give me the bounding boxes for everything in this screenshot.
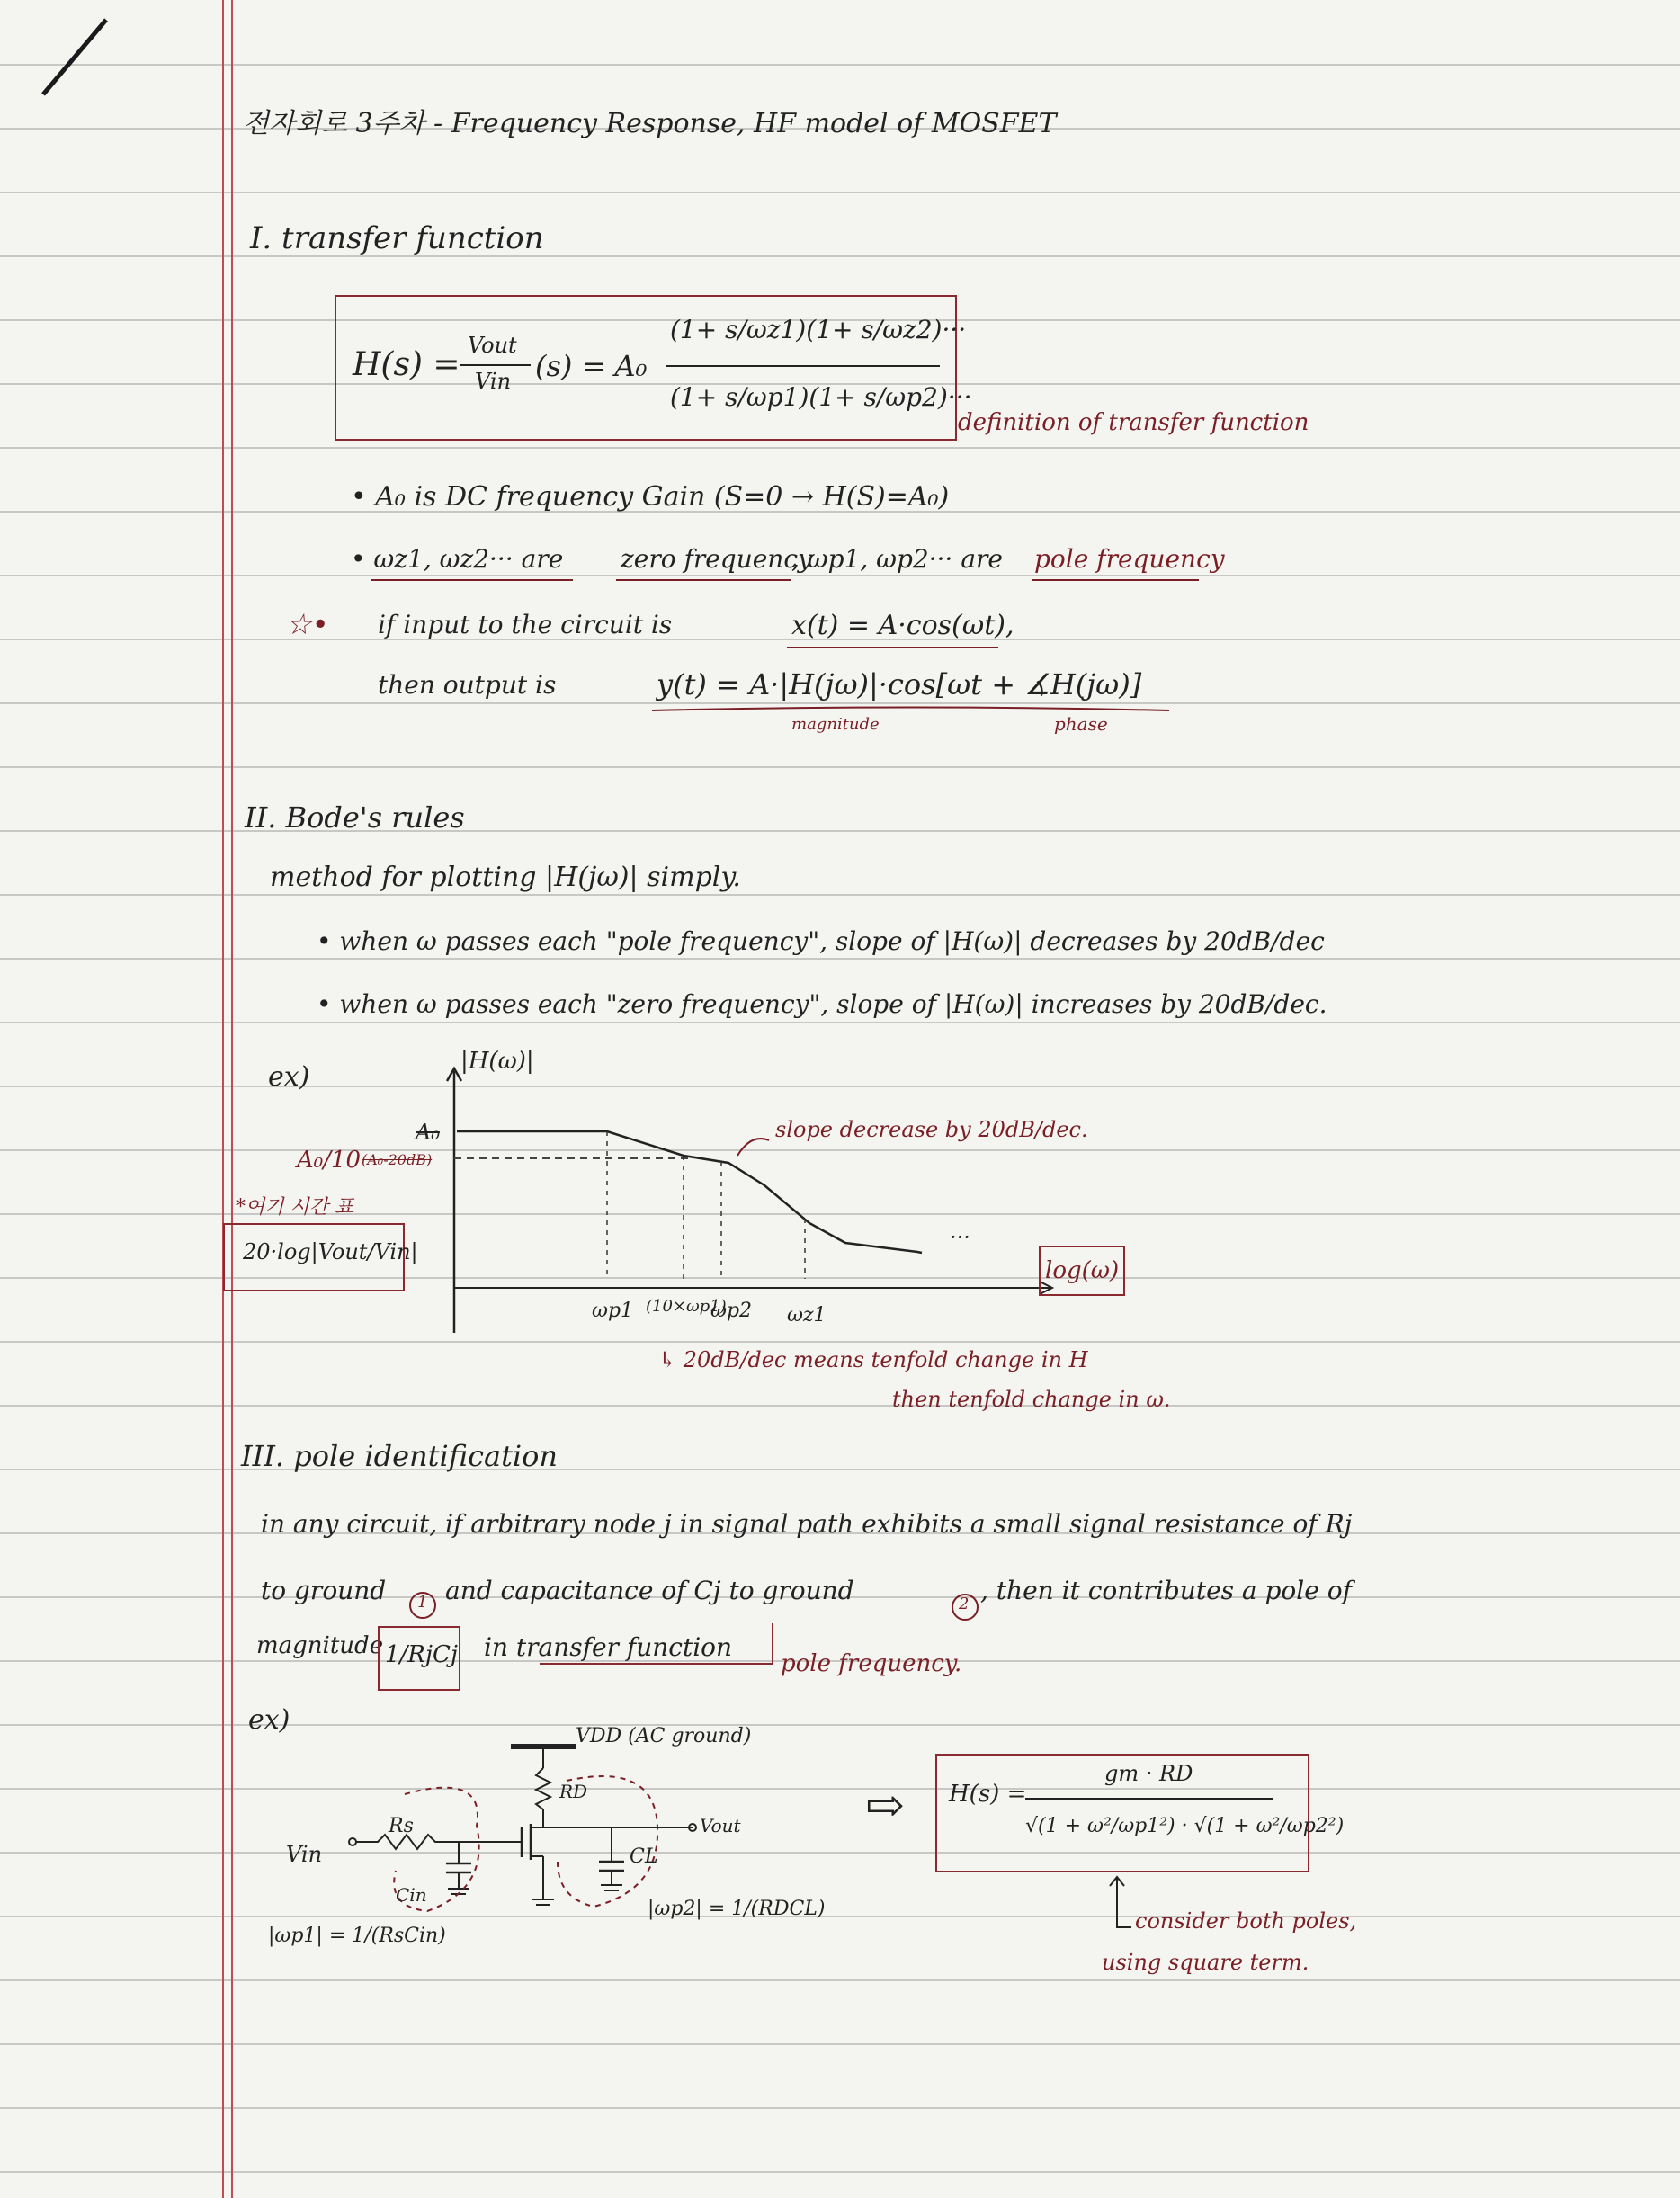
result-note-arrow	[1106, 1875, 1133, 1938]
pole-id-line2-c: , then it contributes a pole of	[980, 1576, 1352, 1605]
corner-slash	[43, 20, 106, 94]
bode-intro: method for plotting |H(jω)| simply.	[270, 862, 741, 893]
star-mark: ☆•	[286, 607, 329, 641]
page-title: 전자회로 3주차 - Frequency Response, HF model of MOSFET	[243, 108, 1057, 139]
bode-a0-strike: (A₀-20dB)	[362, 1151, 433, 1168]
circle-2-text: 2	[959, 1595, 970, 1613]
label-magnitude: magnitude	[791, 715, 880, 734]
pole-id-line1: in any circuit, if arbitrary node j in signal path exhibits a small signal resistance of Rj	[261, 1509, 1353, 1539]
bode-y-label: |H(ω)|	[460, 1048, 534, 1075]
bullet-zero-pole-a: • ωz1, ωz2··· are	[351, 544, 564, 574]
section2-heading: II. Bode's rules	[245, 800, 465, 835]
circuit-wp2: |ωp2| = 1/(RDCL)	[648, 1898, 826, 1920]
bode-dots: ···	[950, 1225, 970, 1250]
bode-x-label: log(ω)	[1045, 1257, 1120, 1284]
circuit-vin: Vin	[286, 1842, 323, 1867]
tf-main-bar	[666, 364, 944, 368]
tf-mid: (s) = A₀	[535, 349, 648, 383]
tf-note: definition of transfer function	[958, 409, 1309, 436]
tf-frac-den: Vin	[475, 369, 512, 394]
bode-rule-zero: • when ω passes each "zero frequency", slope of |H(ω)| increases by 20dB/dec.	[317, 989, 1327, 1019]
underline-zero-a	[371, 577, 577, 583]
label-phase: phase	[1054, 713, 1108, 735]
tf-frac-bar	[460, 363, 532, 367]
bode-explain-1: ↳ 20dB/dec means tenfold change in H	[658, 1347, 1088, 1372]
circuit-wp1: |ωp1| = 1/(RsCin)	[268, 1925, 446, 1947]
bullet-input-a: if input to the circuit is	[378, 610, 673, 639]
section1-heading: I. transfer function	[250, 220, 544, 256]
tf-frac-num: Vout	[468, 333, 517, 358]
bode-tick-wz1: ωz1	[787, 1304, 827, 1327]
bode-response-curve	[457, 1131, 922, 1253]
result-lhs: H(s) =	[949, 1781, 1027, 1808]
bode-korean-note: *여기 시간 표	[236, 1196, 354, 1219]
bode-tick-10wp1: (10×ωp1)	[646, 1297, 727, 1316]
underline-pole	[1032, 577, 1203, 583]
circuit-rs: Rs	[389, 1815, 414, 1837]
bullet-input-b: x(t) = A·cos(ωt),	[791, 610, 1014, 641]
bullet-dc-gain: • A₀ is DC frequency Gain (S=0 → H(S)=A₀)	[351, 481, 950, 513]
pole-id-line3-a: magnitude	[256, 1632, 384, 1659]
underline-zero-b	[616, 577, 796, 583]
circuit-vdd: VDD (AC ground)	[576, 1725, 752, 1747]
pole-id-line3-b: in transfer function	[484, 1632, 733, 1662]
rd-resistor	[536, 1768, 550, 1809]
circuit-cl: CL	[630, 1845, 658, 1868]
pole-id-line2-a: to ground	[261, 1576, 387, 1605]
vin-terminal	[349, 1838, 356, 1845]
bullet-output-b: y(t) = A·|H(jω)|·cos[ωt + ∡H(jω)]	[657, 667, 1142, 701]
bode-rule-pole: • when ω passes each "pole frequency", slope of |H(ω)| decreases by 20dB/dec	[317, 926, 1325, 956]
bullet-pole-a: , ωp1, ωp2··· are	[791, 544, 1003, 574]
circuit-cin: Cin	[396, 1884, 427, 1906]
result-note-1: consider both poles,	[1135, 1908, 1357, 1934]
result-denominator: √(1 + ω²/ωp1²) · √(1 + ω²/ωp2²)	[1025, 1815, 1345, 1837]
result-frac-bar	[1025, 1797, 1277, 1800]
bode-tick-wp2: ωp2	[710, 1300, 753, 1322]
bullet-zero-label: zero frequency	[621, 544, 812, 574]
cs-amplifier-circuit	[270, 1727, 953, 1943]
pole-ex-label: ex)	[248, 1704, 290, 1736]
underline-input	[787, 645, 1003, 650]
bullet-pole-label: pole frequency	[1034, 544, 1225, 574]
tf-label-box	[540, 1623, 773, 1665]
bode-slope-note: slope decrease by 20dB/dec.	[775, 1117, 1088, 1142]
result-numerator: gm · RD	[1104, 1761, 1193, 1786]
bullet-output-a: then output is	[378, 670, 557, 700]
tf-numerator: (1+ s/ωz1)(1+ s/ωz2)···	[670, 315, 967, 344]
bode-a010-label: A₀/10	[297, 1147, 362, 1174]
result-arrow: ⇨	[865, 1779, 905, 1833]
circuit-vout: Vout	[700, 1815, 741, 1836]
pole-id-line3-c: pole frequency.	[781, 1650, 962, 1677]
section3-heading: III. pole identification	[241, 1439, 559, 1473]
bode-explain-2: then tenfold change in ω.	[892, 1387, 1171, 1412]
circuit-rd: RD	[559, 1781, 588, 1802]
circle-1-text: 1	[417, 1593, 428, 1612]
bode-tick-wp1: ωp1	[592, 1300, 634, 1322]
bode-db-formula: 20·log|Vout/Vin|	[243, 1239, 418, 1264]
result-note-2: using square term.	[1102, 1950, 1309, 1975]
tf-lhs: H(s) =	[353, 346, 460, 383]
pole-id-line2-b: and capacitance of Cj to ground	[445, 1576, 854, 1605]
bode-a0-label: A₀	[416, 1120, 440, 1145]
bode-slope-arrow	[737, 1139, 769, 1156]
pole-magnitude-expr: 1/RjCj	[385, 1641, 458, 1668]
bode-ex-label: ex)	[268, 1061, 310, 1093]
tf-denominator: (1+ s/ωp1)(1+ s/ωp2)···	[670, 382, 972, 412]
